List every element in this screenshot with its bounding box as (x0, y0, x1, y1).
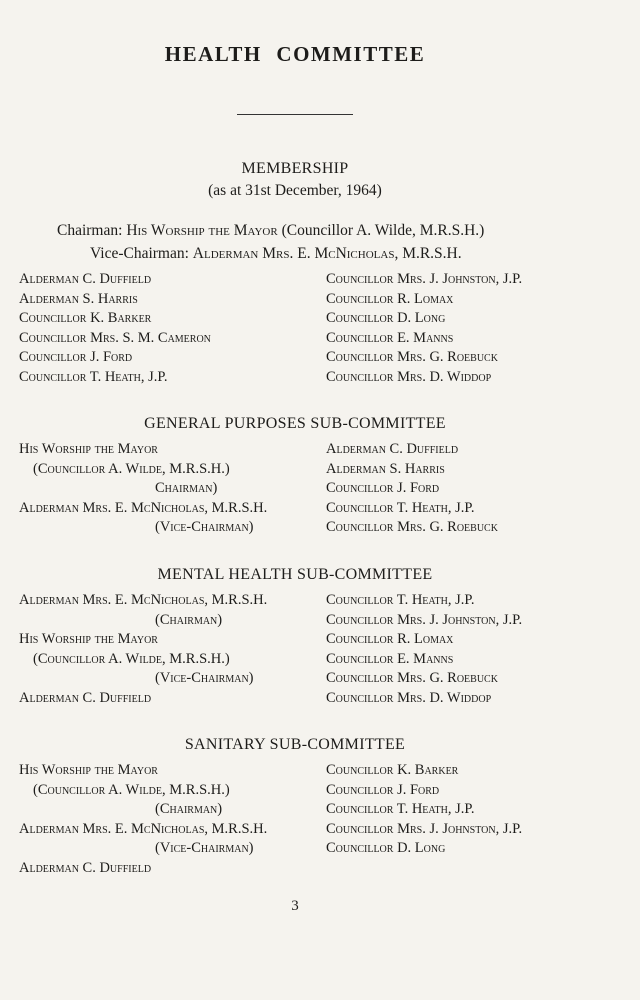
member-item: Councillor R. Lomax (326, 631, 454, 648)
chairman-detail: (Councillor A. Wilde, M.R.S.H.) (281, 222, 485, 239)
sanitary-heading: SANITARY SUB-COMMITTEE (184, 736, 406, 753)
member-item: Alderman Mrs. E. McNicholas, M.R.S.H. (19, 499, 268, 516)
member-item: Councillor J. Ford (19, 349, 133, 366)
member-role: (Vice-Chairman) (155, 519, 254, 536)
member-item: Councillor T. Heath, J.P. (326, 499, 475, 516)
member-role: (Chairman) (155, 801, 223, 818)
title-divider (237, 114, 353, 115)
member-item: Councillor Mrs. G. Roebuck (326, 670, 498, 687)
sanitary-right-list (326, 761, 522, 859)
member-item: Councillor T. Heath, J.P. (19, 368, 168, 385)
mental-left-list (19, 591, 267, 709)
member-item: Councillor Mrs. D. Widdop (326, 368, 492, 385)
chairman-label: Chairman: (57, 222, 123, 239)
member-item: Alderman S. Harris (326, 460, 445, 477)
member-item: His Worship the Mayor (19, 762, 158, 778)
member-item: Councillor D. Long (326, 840, 446, 857)
member-role: (Vice-Chairman) (155, 670, 254, 687)
general-left-list (19, 440, 267, 538)
member-item: Councillor E. Manns (326, 650, 454, 667)
member-detail: (Councillor A. Wilde, M.R.S.H.) (33, 781, 230, 798)
membership-date: (as at 31st December, 1964) (208, 182, 382, 199)
vice-chairman-label: Vice-Chairman: (90, 245, 189, 262)
chairman-name: His Worship the Mayor (126, 222, 278, 239)
general-purposes-heading: GENERAL PURPOSES SUB-COMMITTEE (144, 415, 446, 432)
member-item: Councillor J. Ford (326, 781, 440, 798)
vice-chairman-line (90, 245, 462, 263)
member-item: Councillor Mrs. J. Johnston, J.P. (326, 611, 523, 628)
member-role: (Vice-Chairman) (155, 840, 254, 857)
member-detail: (Councillor A. Wilde, M.R.S.H.) (33, 460, 230, 477)
member-item: Councillor T. Heath, J.P. (326, 592, 475, 608)
member-item: Alderman C. Duffield (19, 859, 152, 876)
member-item: Councillor K. Barker (326, 762, 459, 778)
mental-health-heading: MENTAL HEALTH SUB-COMMITTEE (157, 566, 433, 583)
member-item: Councillor T. Heath, J.P. (326, 801, 475, 818)
page-title: HEALTH COMMITTEE (164, 42, 426, 66)
vice-chairman-name: Alderman Mrs. E. McNicholas, M.R.S.H. (192, 245, 462, 262)
member-role: Chairman) (155, 480, 218, 497)
member-item: Alderman C. Duffield (19, 271, 152, 287)
member-item: Councillor R. Lomax (326, 290, 454, 307)
member-item: Alderman S. Harris (19, 290, 138, 307)
membership-left-list (19, 270, 211, 388)
membership-heading: MEMBERSHIP (241, 160, 349, 177)
member-item: Councillor D. Long (326, 310, 446, 327)
sanitary-left-list (19, 761, 267, 879)
member-item: Councillor Mrs. J. Johnston, J.P. (326, 820, 523, 837)
member-item: Alderman C. Duffield (19, 689, 152, 706)
member-item: Alderman C. Duffield (326, 441, 459, 457)
member-item: Councillor Mrs. D. Widdop (326, 689, 492, 706)
member-item: His Worship the Mayor (19, 441, 158, 457)
member-detail: (Councillor A. Wilde, M.R.S.H.) (33, 650, 230, 667)
member-item: Alderman Mrs. E. McNicholas, M.R.S.H. (19, 820, 268, 837)
member-item: Councillor K. Barker (19, 310, 152, 327)
membership-right-list (326, 270, 522, 388)
member-item: Councillor Mrs. S. M. Cameron (19, 329, 211, 346)
member-role: (Chairman) (155, 611, 223, 628)
general-right-list (326, 440, 498, 538)
page-number: 3 (291, 898, 299, 914)
member-item: Councillor J. Ford (326, 480, 440, 497)
member-item: Councillor E. Manns (326, 329, 454, 346)
member-item: Councillor Mrs. J. Johnston, J.P. (326, 271, 523, 287)
chairman-line (57, 222, 484, 240)
member-item: Alderman Mrs. E. McNicholas, M.R.S.H. (19, 592, 268, 608)
member-item: His Worship the Mayor (19, 631, 158, 648)
mental-right-list (326, 591, 522, 709)
member-item: Councillor Mrs. G. Roebuck (326, 519, 498, 536)
member-item: Councillor Mrs. G. Roebuck (326, 349, 498, 366)
